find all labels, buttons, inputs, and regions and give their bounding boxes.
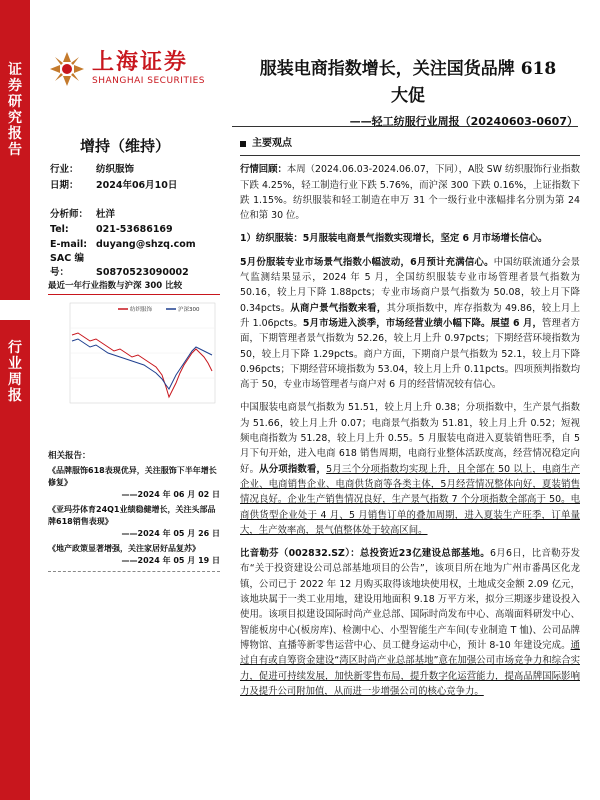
paragraph-textile-heading: 1）纺织服装：5月服装电商景气指数实现增长，坚定 6 月市场增长信心。 xyxy=(240,233,548,245)
meta-analyst xyxy=(50,208,115,222)
related-head: 相关报告： xyxy=(48,451,91,461)
sidebar-report-type xyxy=(0,0,30,300)
meta-industry-value: 纺织服饰 xyxy=(96,164,135,175)
meta-analyst-key: 分析师： xyxy=(50,209,89,220)
meta-date-value: 2024年06月10日 xyxy=(96,180,178,191)
legend-industry: 纺织服饰 xyxy=(130,307,153,313)
logo-en-text: SHANGHAI SECURITIES xyxy=(92,76,206,86)
chart-title: 最近一年行业指数与沪深 300 比较 xyxy=(48,280,220,295)
meta-tel-value: 021-53686169 xyxy=(96,224,173,235)
p3-bold1: 5月份服装专业市场景气指数小幅波动，6月预计充满信心。 xyxy=(240,256,494,268)
title-divider xyxy=(232,126,578,127)
paragraph-market-review xyxy=(240,162,580,223)
p4-a: 中国服装电商景气指数为 51.51，较上月上升 0.38；分项指数中，生产景气指数为 51.66，较上月上升 0.07；电商景气指数为 51.81，较上月上升 0.52；短视频电商指数为 51.28，较上月上升 0.55。5 月服装电商进入夏装销售旺季，自 5 月下旬开始，进入电商 618 销售周期，电商行业整体活跃度高，经营情况稳定向好。 xyxy=(240,402,580,475)
related-divider xyxy=(48,571,220,572)
rating: 增持（维持） xyxy=(80,137,171,155)
logo-cn-text: 上海证券 xyxy=(92,50,189,75)
meta-email-key: E-mail: xyxy=(50,239,88,250)
report-title-line2: 大促 xyxy=(391,86,425,106)
paragraph-ecommerce-index xyxy=(240,400,580,538)
p4-underline: 5月三个分项指数均实现上升，且全部在 50 以上，电商生产企业、电商销售企业、电商供货商等各类主体，5月经营情况整体向好，夏装销售情况良好。企业生产销售情况良好，生产景气指数 7 个分项指数全部高于 50。电商供货型企业处于 4 月、5 月销售订单的叠加周期，进入夏装生产旺季，订单量大，生产效率高，景气值整体处于较高区间。 xyxy=(240,463,580,536)
meta-industry-key: 行业： xyxy=(50,164,79,175)
logo-mark-icon xyxy=(48,50,86,88)
meta-analyst-value: 杜洋 xyxy=(96,209,116,220)
related-reports xyxy=(48,450,220,572)
section-header xyxy=(240,136,580,151)
meta-date-key: 日期： xyxy=(50,180,79,191)
index-comparison-chart xyxy=(48,280,220,420)
related-item-title[interactable]: 《地产政策显著增强，关注家居好品复苏》 xyxy=(48,544,200,553)
p3-bold2: 从商户景气指数来看， xyxy=(290,302,387,314)
p3-d: 其分项指数中，库存指数为 49.86，较上月上升 1.06pcts。 xyxy=(240,302,580,329)
section-divider xyxy=(240,155,580,156)
related-item[interactable] xyxy=(48,504,220,540)
p3-b: 1.88pcts xyxy=(330,287,372,299)
related-item-date: ——2024 年 06 月 02 日 xyxy=(121,490,220,499)
related-item[interactable] xyxy=(48,543,220,567)
section-title: 主要观点 xyxy=(252,138,292,149)
p3-c: ；专业市场商户景气指数为 50.08，较上月下降 0.34pcts。 xyxy=(240,287,580,314)
left-sidebar xyxy=(0,0,30,800)
sidebar-mid-text: 行业周报 xyxy=(8,340,22,404)
p5-bold: 比音勒芬（002832.SZ）：总投资近23亿建设总部基地。 xyxy=(240,548,490,560)
sidebar-section xyxy=(0,320,30,800)
related-item[interactable] xyxy=(48,465,220,501)
p4-bold: 从分项指数看， xyxy=(259,463,327,475)
meta-industry xyxy=(50,163,134,177)
square-bullet-icon xyxy=(240,141,246,147)
related-item-title[interactable]: 《品牌服饰618表现优异，关注服饰下半年增长修复》 xyxy=(48,466,217,487)
report-title-block xyxy=(238,56,578,130)
p1-label: 行情回顾： xyxy=(240,164,287,176)
chart-plot xyxy=(48,295,220,419)
meta-sac xyxy=(50,252,189,280)
paragraph-biem-lfdy xyxy=(240,546,580,699)
p5-a: 6月6日，比音勒芬发布“关于投资建设公司总部基地项目的公告”，该项目所在地为广州市番禺区化龙镇，公司已于 2022 年 12 月购买取得该地块使用权，土地成交金额 2.09 亿元，该地块属于一类工业用地，建设用地面积 9.18 万平方米，拟分三期逐步建设投入使用。该项目拟建设国际时尚产业总部、国际时尚发布中心、高端面料研发中心、智能板房中心(板房库)、检测中心、小型智能生产车间(专业制造 T 恤)、公司品牌博物馆、直播等新零售运营中心、员工健身运动中心，预计 8-10 年建设完成。 xyxy=(240,548,580,651)
paragraph-market-index xyxy=(240,255,580,393)
main-content xyxy=(240,136,580,707)
sidebar-top-text: 证券研究报告 xyxy=(8,62,22,158)
related-item-date: ——2024 年 05 月 19 日 xyxy=(121,556,220,565)
p3-a: 中国纺联流通分会景气监测结果显示，2024 年 5 月，全国纺织服装专业市场管理者景气指数为 50.16，较上月下降 xyxy=(240,256,580,299)
hs300-series-line xyxy=(72,339,212,389)
company-logo xyxy=(48,50,205,88)
p3-e: 管理者方面，下期管理者景气指数为 52.26，较上月上升 0.97pcts；下期经营环境指数为 50，较上月下降 1.29pcts。商户方面，下期商户景气指数为 52.1，较上月下降 0.96pcts；下期经营环境指数为 53.04，较上月上升 0.11pcts。四项预判指数均高于 50，专业市场管理者与商户对 6 月的经营情况较有信心。 xyxy=(240,317,580,391)
meta-date xyxy=(50,179,177,193)
p3-bold3: 5月市场进入淡季，市场经营业绩小幅下降。展望 6 月， xyxy=(302,317,543,329)
p1-text: 本周（2024.06.03-2024.06.07，下同），A股 SW 纺织服饰行业指数下跌 4.25%，轻工制造行业下跌 5.76%，而沪深 300 下跌 0.16%，上证指数下跌 1.15%。纺织服装和轻工制造在申万 31 个一级行业中涨幅排名分别为第 24 位和第 30 位。 xyxy=(240,164,580,222)
p5-underline: 通过自有或自筹资金建设“湾区时尚产业总部基地”意在加强公司市场竞争力和综合实力，促进可持续发展，加快新零售布局，提升数字化运营能力，提高品牌国际影响力及提升公司附加值，从而进一步增强公司的核心竞争力。 xyxy=(240,639,580,697)
related-item-title[interactable]: 《亚玛芬体育24Q1业绩稳健增长，关注头部品牌618销售表现》 xyxy=(48,505,216,526)
meta-sac-key: SAC 编号： xyxy=(50,253,84,278)
meta-tel-key: Tel: xyxy=(50,224,69,235)
meta-sac-value: S0870523090002 xyxy=(96,267,189,278)
report-subtitle: ——轻工纺服行业周报（20240603-0607） xyxy=(349,115,578,128)
related-item-date: ——2024 年 05 月 26 日 xyxy=(121,529,220,538)
meta-email xyxy=(50,238,196,252)
meta-email-value[interactable]: duyang@shzq.com xyxy=(96,239,196,250)
legend-hs300: 沪深300 xyxy=(178,307,200,313)
meta-tel xyxy=(50,223,173,237)
report-title-line1: 服装电商指数增长，关注国货品牌 618 xyxy=(259,59,557,79)
industry-series-line xyxy=(72,333,212,397)
